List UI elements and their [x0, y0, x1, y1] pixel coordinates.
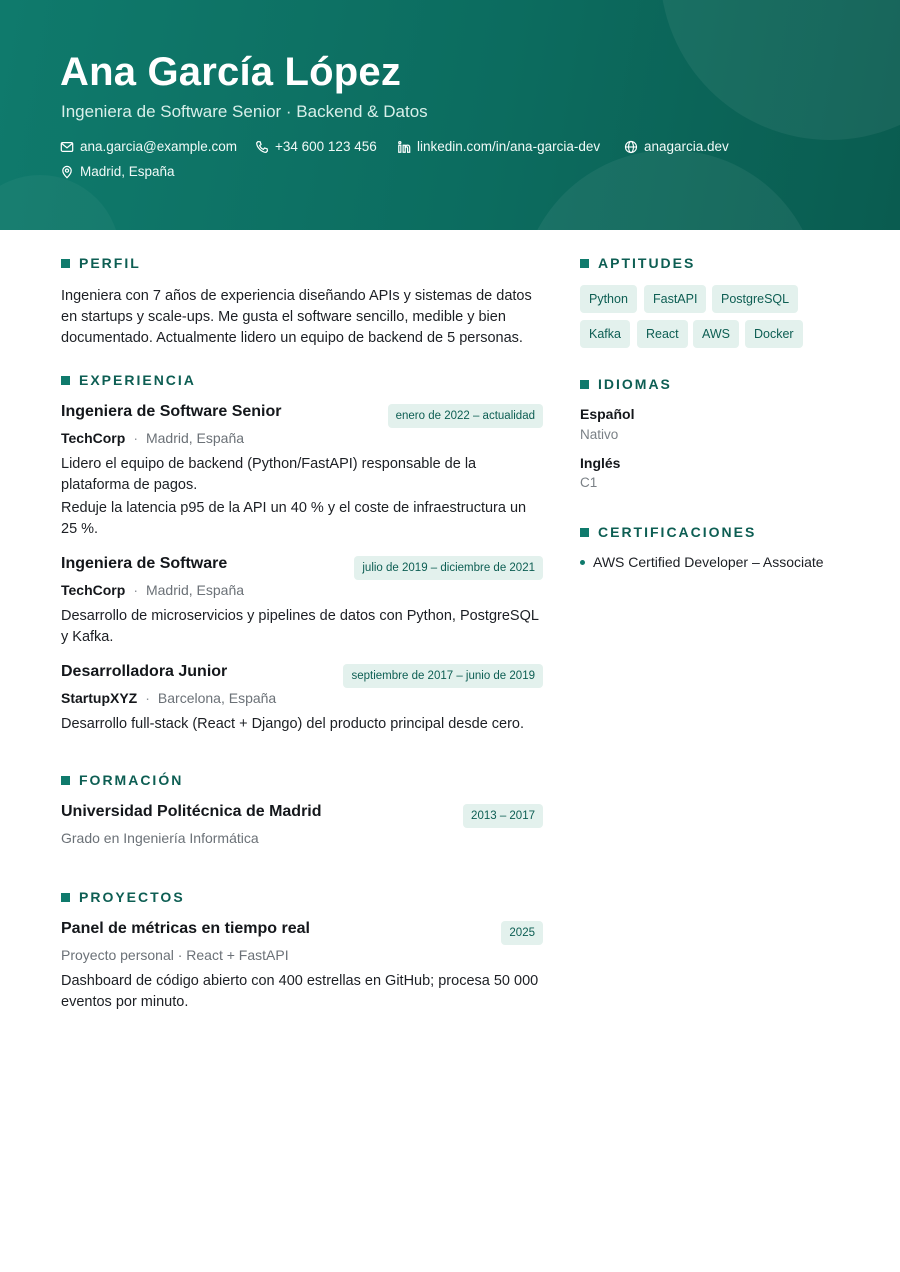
language-name: Español: [580, 406, 635, 422]
contact-phone[interactable]: [255, 139, 377, 154]
contact-location: [60, 164, 175, 179]
section-marker: [61, 376, 70, 385]
section-heading-perfil: PERFIL: [61, 255, 141, 271]
section-heading-experiencia: EXPERIENCIA: [61, 372, 196, 388]
section-heading-formacion: FORMACIÓN: [61, 772, 183, 788]
skill-tag: FastAPI: [644, 285, 706, 313]
project-year: 2025: [501, 921, 543, 945]
language-name: Inglés: [580, 455, 621, 471]
skill-tag: React: [637, 320, 688, 348]
profile-summary: Ingeniera con 7 años de experiencia diseñando APIs y sistemas de datos en startups y scale-ups. Me gusta el software sencillo, medible y bien documentado. Actualmente lidero un equipo de backend de 5 personas.: [61, 288, 532, 346]
section-marker: [580, 380, 589, 389]
job-company: StartupXYZ: [61, 690, 138, 706]
phone-icon: [255, 140, 269, 154]
header-decoration-circle: [0, 175, 120, 230]
header-decoration-circle: [660, 0, 900, 140]
job-dates: enero de 2022 – actualidad: [388, 404, 543, 428]
certification-name: AWS Certified Developer – Associate: [593, 554, 824, 570]
skill-tag: AWS: [693, 320, 739, 348]
project-title: Panel de métricas en tiempo real: [61, 920, 310, 937]
job-description-line: Lidero el equipo de backend (Python/FastAPI) responsable de la plataforma de pagos.: [61, 456, 477, 493]
project-description: Dashboard de código abierto con 400 estrellas en GitHub; procesa 50 000 eventos por minuto.: [61, 973, 539, 1010]
mail-icon: [60, 140, 74, 154]
contact-location-text: Madrid, España: [80, 164, 175, 179]
section-heading-aptitudes: APTITUDES: [580, 255, 695, 271]
job-company-line: StartupXYZ · Barcelona, España: [61, 690, 277, 706]
contact-website-text: anagarcia.dev: [644, 139, 729, 154]
language-level: C1: [580, 475, 598, 490]
section-marker: [580, 528, 589, 537]
linkedin-icon: [397, 140, 411, 154]
candidate-headline: Ingeniera de Software Senior · Backend & Datos: [61, 102, 428, 121]
job-title: Desarrolladora Junior: [61, 663, 228, 680]
skill-tag: PostgreSQL: [712, 285, 798, 313]
job-dates: septiembre de 2017 – junio de 2019: [343, 664, 543, 688]
job-title: Ingeniera de Software: [61, 555, 228, 572]
job-company-line: TechCorp · Madrid, España: [61, 430, 245, 446]
section-marker: [580, 259, 589, 268]
skill-tag: Python: [580, 285, 637, 313]
bullet-icon: [580, 560, 585, 565]
contact-email[interactable]: [60, 139, 237, 154]
contact-email-text: ana.garcia@example.com: [80, 139, 238, 154]
job-location: Madrid, España: [145, 582, 245, 598]
education-dates: 2013 – 2017: [463, 804, 543, 828]
candidate-name: Ana García López: [60, 50, 402, 94]
project-subtitle: Proyecto personal · React + FastAPI: [61, 947, 289, 963]
contact-website[interactable]: [624, 139, 729, 154]
job-description-line: Reduje la latencia p95 de la API un 40 % y el coste de infraestructura un 25 %.: [61, 500, 527, 537]
job-location: Barcelona, España: [157, 690, 277, 706]
education-institution: Universidad Politécnica de Madrid: [61, 803, 322, 820]
header-decoration-circle: [520, 150, 820, 230]
job-company: TechCorp: [61, 430, 126, 446]
section-marker: [61, 776, 70, 785]
job-company: TechCorp: [61, 582, 126, 598]
section-marker: [61, 259, 70, 268]
contact-linkedin[interactable]: [397, 139, 600, 154]
certification-item: [580, 554, 824, 570]
map-pin-icon: [60, 165, 74, 179]
section-heading-idiomas: IDIOMAS: [580, 376, 672, 392]
contact-linkedin-text: linkedin.com/in/ana-garcia-dev: [417, 139, 601, 154]
contact-phone-text: +34 600 123 456: [275, 139, 377, 154]
education-degree: Grado en Ingeniería Informática: [61, 830, 259, 846]
section-marker: [61, 893, 70, 902]
skill-tag: Docker: [745, 320, 803, 348]
job-description-line: Desarrollo de microservicios y pipelines de datos con Python, PostgreSQL y Kafka.: [61, 608, 539, 645]
job-title: Ingeniera de Software Senior: [61, 403, 282, 420]
skill-tag: Kafka: [580, 320, 630, 348]
section-heading-proyectos: PROYECTOS: [61, 889, 185, 905]
globe-icon: [624, 140, 638, 154]
section-heading-certificaciones: CERTIFICACIONES: [580, 524, 756, 540]
job-company-line: TechCorp · Madrid, España: [61, 582, 245, 598]
job-location: Madrid, España: [145, 430, 245, 446]
resume-header: [0, 0, 900, 230]
job-description-line: Desarrollo full-stack (React + Django) del producto principal desde cero.: [61, 716, 525, 732]
job-dates: julio de 2019 – diciembre de 2021: [354, 556, 543, 580]
language-level: Nativo: [580, 427, 619, 442]
